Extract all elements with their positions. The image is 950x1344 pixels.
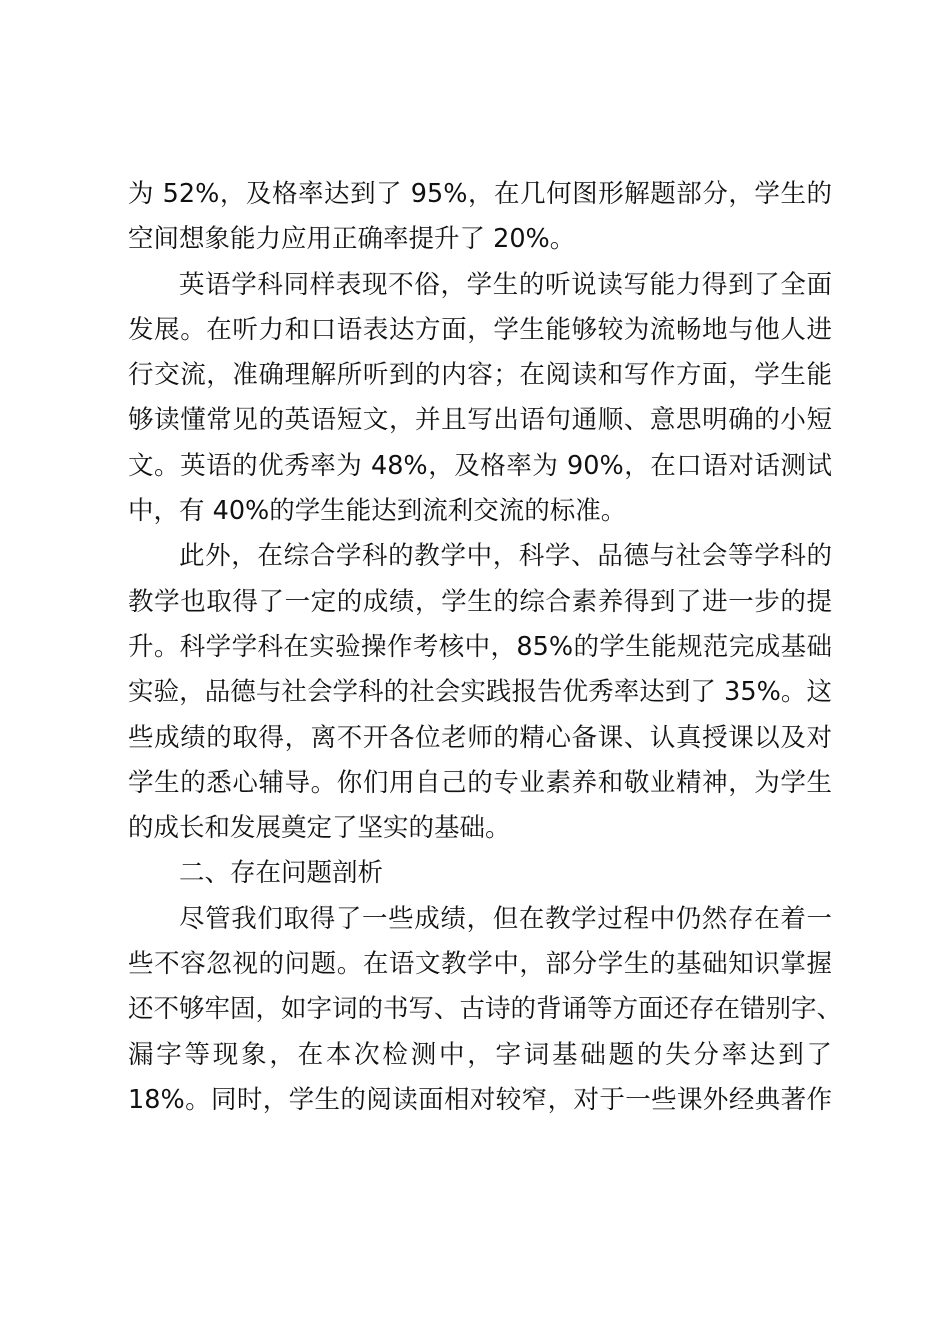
text-line-17: 尽管我们取得了一些成绩，但在教学过程中仍然存在着一 (179, 903, 832, 934)
text-line-21: 18%。同时，学生的阅读面相对较窄，对于一些课外经典著作 (128, 1084, 832, 1115)
text-line-10: 教学也取得了一定的成绩，学生的综合素养得到了进一步的提 (128, 586, 832, 617)
text-line-18: 些不容忽视的问题。在语文教学中，部分学生的基础知识掌握 (128, 949, 832, 980)
text-line-9: 此外，在综合学科的教学中，科学、品德与社会等学科的 (179, 541, 832, 572)
text-line-20: 漏字等现象，在本次检测中，字词基础题的失分率达到了 (128, 1039, 832, 1070)
text-line-8: 中，有 40%的学生能达到流利交流的标准。 (128, 496, 627, 527)
text-line-4: 发展。在听力和口语表达方面，学生能够较为流畅地与他人进 (128, 314, 832, 345)
text-line-19: 还不够牢固，如字词的书写、古诗的背诵等方面还存在错别字、 (128, 994, 843, 1025)
text-line-14: 学生的悉心辅导。你们用自己的专业素养和敬业精神，为学生 (128, 767, 832, 798)
text-line-6: 够读懂常见的英语短文，并且写出语句通顺、意思明确的小短 (128, 405, 832, 436)
text-line-12: 实验，品德与社会学科的社会实践报告优秀率达到了 35%。这 (128, 677, 832, 708)
text-line-11: 升。科学学科在实验操作考核中，85%的学生能规范完成基础 (128, 631, 832, 662)
text-line-3: 英语学科同样表现不俗，学生的听说读写能力得到了全面 (179, 269, 832, 300)
text-line-7: 文。英语的优秀率为 48%，及格率为 90%，在口语对话测试 (128, 450, 832, 481)
text-line-5: 行交流，准确理解所听到的内容；在阅读和写作方面，学生能 (128, 360, 832, 391)
section-heading: 二、存在问题剖析 (179, 858, 384, 889)
text-line-2: 空间想象能力应用正确率提升了 20%。 (128, 224, 576, 255)
body-text (128, 172, 843, 1123)
text-line-13: 些成绩的取得，离不开各位老师的精心备课、认真授课以及对 (128, 722, 832, 753)
text-line-15: 的成长和发展奠定了坚实的基础。 (128, 813, 511, 844)
text-line-1: 为 52%，及格率达到了 95%，在几何图形解题部分，学生的 (128, 179, 832, 209)
